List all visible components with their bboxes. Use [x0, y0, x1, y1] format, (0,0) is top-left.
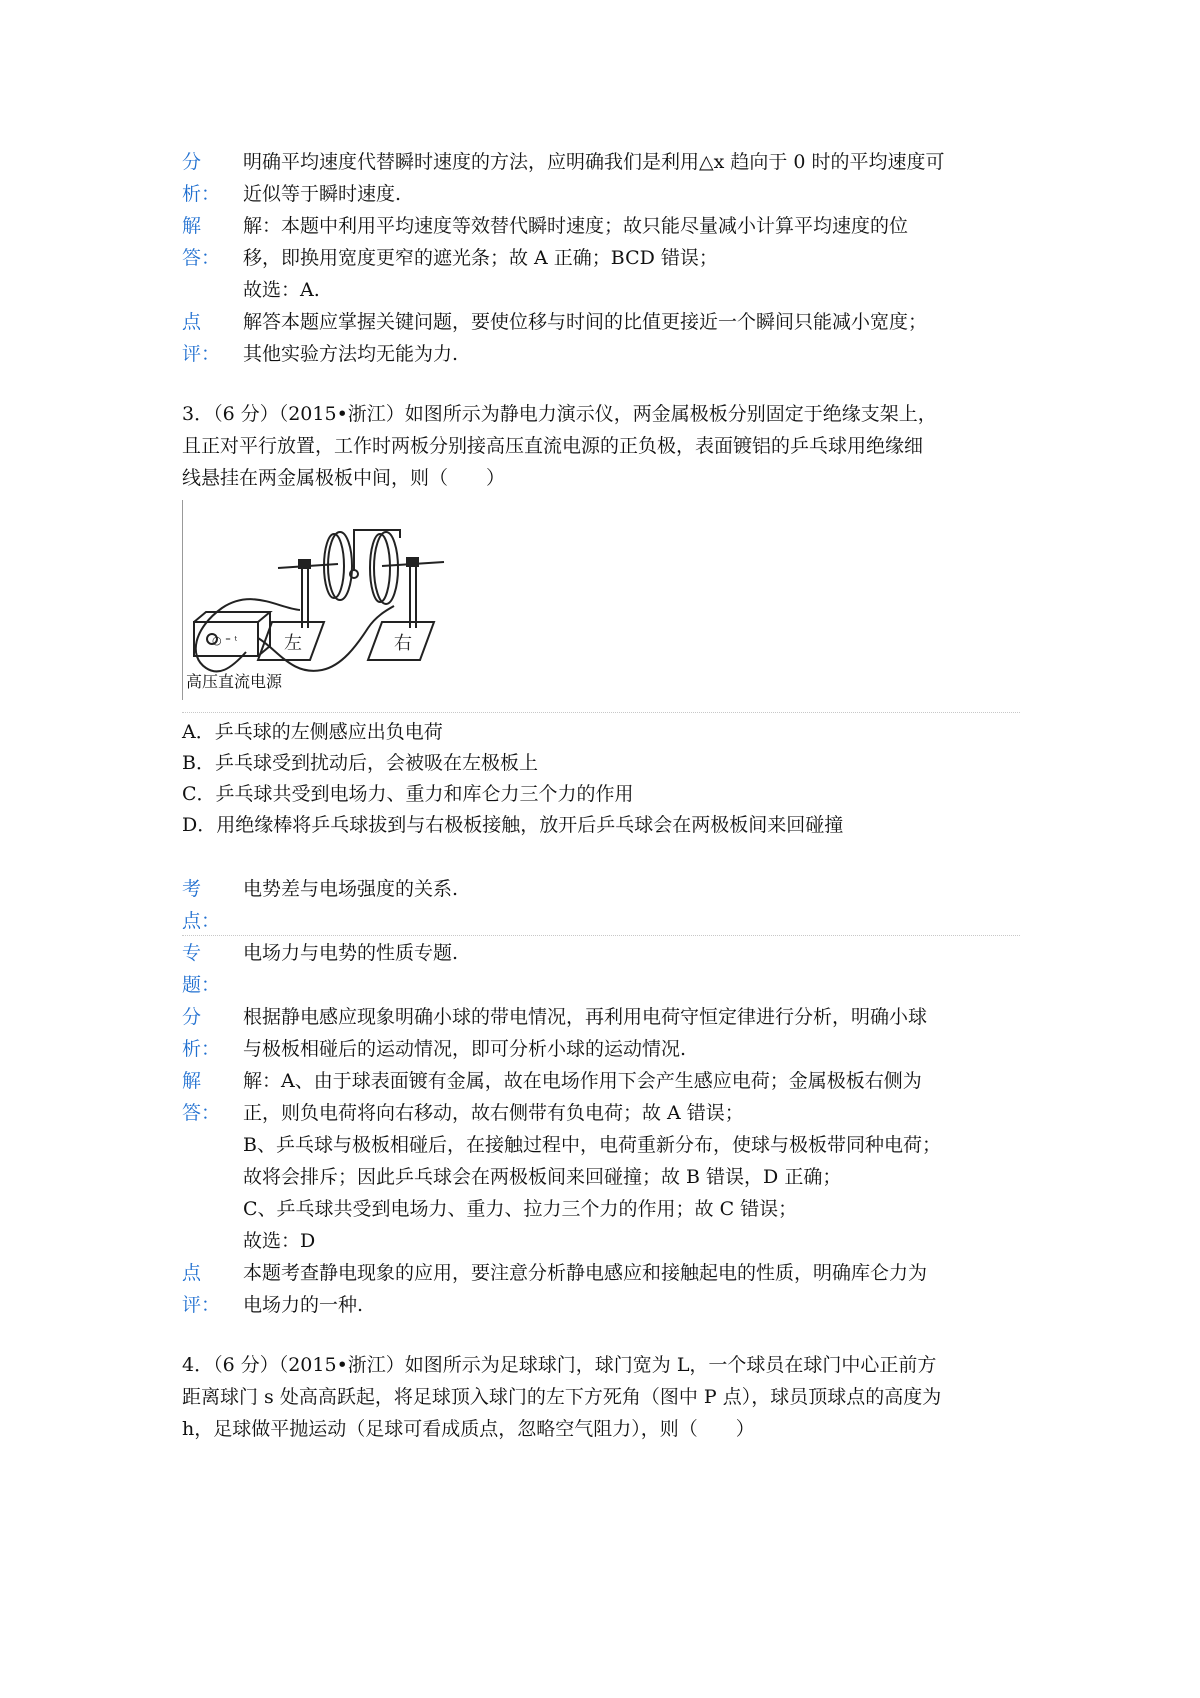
option-c: C．乒乓球共受到电场力、重力和库仑力三个力的作用: [182, 783, 634, 805]
analysis-label: 析：: [182, 1038, 221, 1060]
figure-label-right: 右: [394, 633, 412, 654]
question-text: 线悬挂在两金属极板中间，则（ ）: [182, 467, 506, 489]
solution-text: 解：本题中利用平均速度等效替代瞬时速度；故只能尽量减小计算平均速度的位: [243, 215, 909, 237]
analysis-text: 明确平均速度代替瞬时速度的方法，应明确我们是利用△x 趋向于 0 时的平均速度可: [243, 151, 945, 173]
comment-label: 评：: [182, 343, 221, 365]
analysis-text: 与极板相碰后的运动情况，即可分析小球的运动情况.: [243, 1038, 687, 1060]
comment-text: 解答本题应掌握关键问题，要使位移与时间的比值更接近一个瞬间只能减小宽度；: [243, 311, 928, 333]
exam-point-label: 考: [182, 878, 202, 900]
solution-label: 解: [182, 215, 202, 237]
solution-text: 移，即换用宽度更窄的遮光条；故 A 正确；BCD 错误；: [243, 247, 718, 269]
q3-exam-point-section: [182, 873, 1022, 937]
question-text: 且正对平行放置，工作时两板分别接高压直流电源的正负极，表面镀铝的乒乓球用绝缘细: [182, 435, 924, 457]
question-3-stem: [182, 398, 1022, 494]
question-4-stem: [182, 1349, 1022, 1445]
comment-label: 评：: [182, 1294, 221, 1316]
solution-text: 正，则负电荷将向右移动，故右侧带有负电荷；故 A 错误；: [243, 1102, 744, 1124]
comment-text: 电场力的一种.: [243, 1294, 364, 1316]
q2-solution-section: [182, 210, 1022, 306]
figure-label-left: 左: [284, 633, 302, 654]
analysis-text: 根据静电感应现象明确小球的带电情况，再利用电荷守恒定律进行分析，明确小球: [243, 1006, 928, 1028]
option-b: B．乒乓球受到扰动后，会被吸在左极板上: [182, 752, 538, 774]
topic-label: 专: [182, 942, 202, 964]
comment-label: 点: [182, 1262, 202, 1284]
figure-caption: 高压直流电源: [186, 672, 283, 691]
question-text: h，足球做平抛运动（足球可看成质点，忽略空气阻力），则（ ）: [182, 1418, 755, 1440]
q3-solution-section: [182, 1065, 1022, 1257]
solution-text: B、乒乓球与极板相碰后，在接触过程中，电荷重新分布，使球与极板带同种电荷；: [243, 1134, 941, 1156]
option-a: A．乒乓球的左侧感应出负电荷: [182, 721, 443, 743]
solution-label: 解: [182, 1070, 202, 1092]
comment-text: 本题考查静电现象的应用，要注意分析静电感应和接触起电的性质，明确库仑力为: [243, 1262, 928, 1284]
svg-text:○ ⁼ ᵗ: ○ ⁼ ᵗ: [212, 634, 238, 647]
comment-label: 点: [182, 311, 202, 333]
solution-text: 解：A、由于球表面镀有金属，故在电场作用下会产生感应电荷；金属极板右侧为: [243, 1070, 922, 1092]
question-text: 距离球门 s 处高高跃起，将足球顶入球门的左下方死角（图中 P 点），球员顶球点的高度为: [182, 1386, 942, 1408]
dotted-divider: [182, 935, 1020, 936]
topic-label: 题：: [182, 974, 221, 996]
analysis-label: 分: [182, 151, 202, 173]
question-text: 3．（6 分）（2015•浙江）如图所示为静电力演示仪，两金属极板分别固定于绝缘支架上，: [182, 403, 937, 425]
analysis-text: 近似等于瞬时速度.: [243, 183, 402, 205]
solution-label: 答：: [182, 1102, 221, 1124]
exam-point-text: 电势差与电场强度的关系.: [243, 878, 459, 900]
analysis-label: 析：: [182, 183, 221, 205]
dotted-divider: [182, 712, 1020, 713]
q3-analysis-section: [182, 1001, 1022, 1065]
solution-text: 故选：A.: [243, 279, 320, 301]
solution-text: C、乒乓球共受到电场力、重力、拉力三个力的作用；故 C 错误；: [243, 1198, 798, 1220]
electrostatic-demo-figure: [182, 500, 470, 700]
solution-text: 故选：D: [243, 1230, 316, 1252]
comment-text: 其他实验方法均无能为力.: [243, 343, 459, 365]
analysis-label: 分: [182, 1006, 202, 1028]
question-3-options: [182, 717, 1022, 841]
solution-text: 故将会排斥；因此乒乓球会在两极板间来回碰撞；故 B 错误，D 正确；: [243, 1166, 842, 1188]
solution-label: 答：: [182, 247, 221, 269]
q3-comment-section: [182, 1257, 1022, 1321]
q2-analysis-section: [182, 146, 1022, 210]
question-text: 4．（6 分）（2015•浙江）如图所示为足球球门，球门宽为 L，一个球员在球门中心正前方: [182, 1354, 937, 1376]
option-d: D．用绝缘棒将乒乓球拔到与右极板接触，放开后乒乓球会在两极板间来回碰撞: [182, 814, 844, 836]
q2-comment-section: [182, 306, 1022, 370]
exam-point-label: 点：: [182, 910, 221, 932]
topic-text: 电场力与电势的性质专题.: [243, 942, 459, 964]
q3-topic-section: [182, 937, 1022, 1001]
